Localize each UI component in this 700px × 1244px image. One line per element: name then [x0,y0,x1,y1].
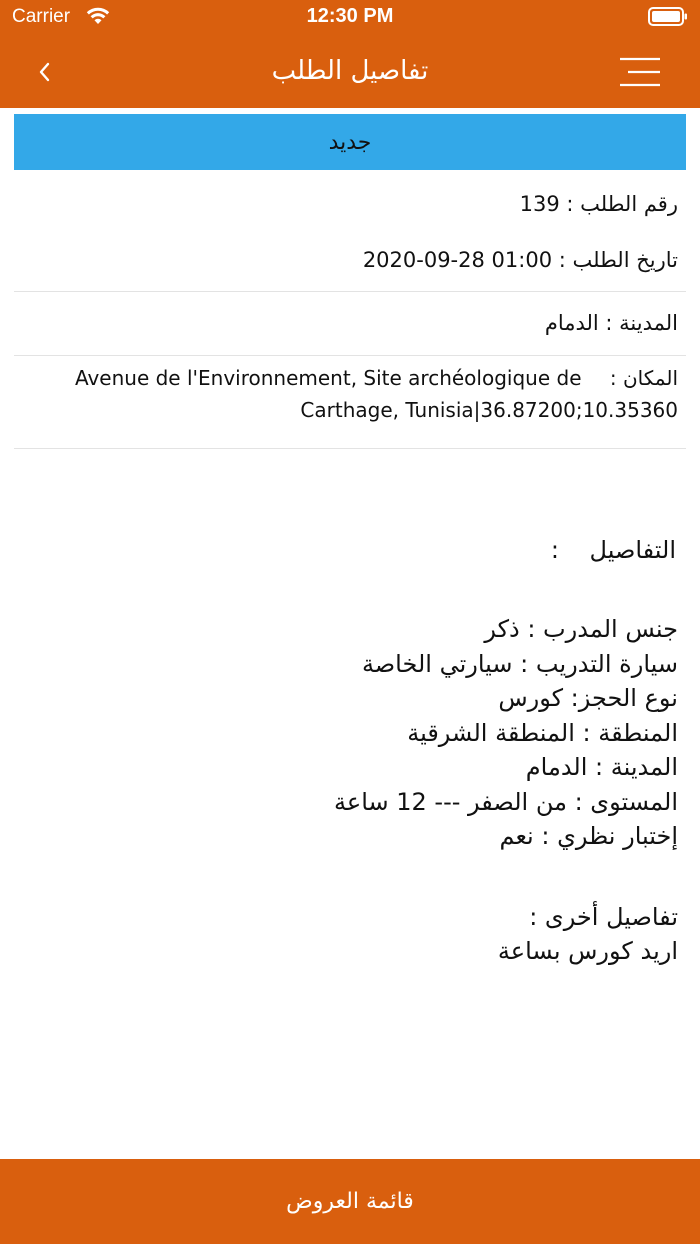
city-row [545,311,678,335]
location-value: Avenue de l'Environnement, Site archéologique de Carthage, Tunisia|36.87200;10.35360 [74,366,678,422]
divider [14,448,686,449]
order-number-row [520,192,678,216]
location-label: المكان : [609,366,678,390]
page-title: تفاصيل الطلب [271,56,429,86]
other-details-text: اريد كورس بساعة [497,937,678,965]
detail-booking-type: نوع الحجز: كورس [498,684,678,712]
detail-level: المستوى : من الصفر --- 12 ساعة [334,787,678,816]
details-heading: التفاصيل : [550,536,676,564]
clock: 12:30 PM [306,5,394,27]
carrier-label: Carrier [12,6,71,27]
top-header [0,0,700,108]
order-details [78,536,678,969]
order-number-value: 139 [519,192,560,216]
detail-theory-test: إختبار نظري : نعم [499,822,678,850]
detail-city: المدينة : الدمام [525,753,678,781]
order-date-value: 2020-09-28 01:00 [362,248,553,272]
menu-icon[interactable] [618,56,662,88]
offers-list-button[interactable]: قائمة العروض [0,1159,700,1244]
location-row [28,362,678,426]
divider [14,355,686,356]
city-value: الدمام [544,311,599,335]
navigation-bar [0,36,700,108]
battery-icon [648,6,688,28]
detail-training-car: سيارة التدريب : سيارتي الخاصة [361,649,678,678]
divider [14,291,686,292]
order-status-badge: جديد [14,114,686,170]
city-label: المدينة : [605,311,678,335]
order-date-row [363,248,678,272]
order-number-label: رقم الطلب : [566,192,678,216]
detail-trainer-gender: جنس المدرب : ذكر [484,615,678,643]
other-details-heading: تفاصيل أخرى : [529,902,678,931]
order-date-label: تاريخ الطلب : [558,248,678,272]
detail-region: المنطقة : المنطقة الشرقية [407,718,678,747]
status-bar [0,0,700,36]
